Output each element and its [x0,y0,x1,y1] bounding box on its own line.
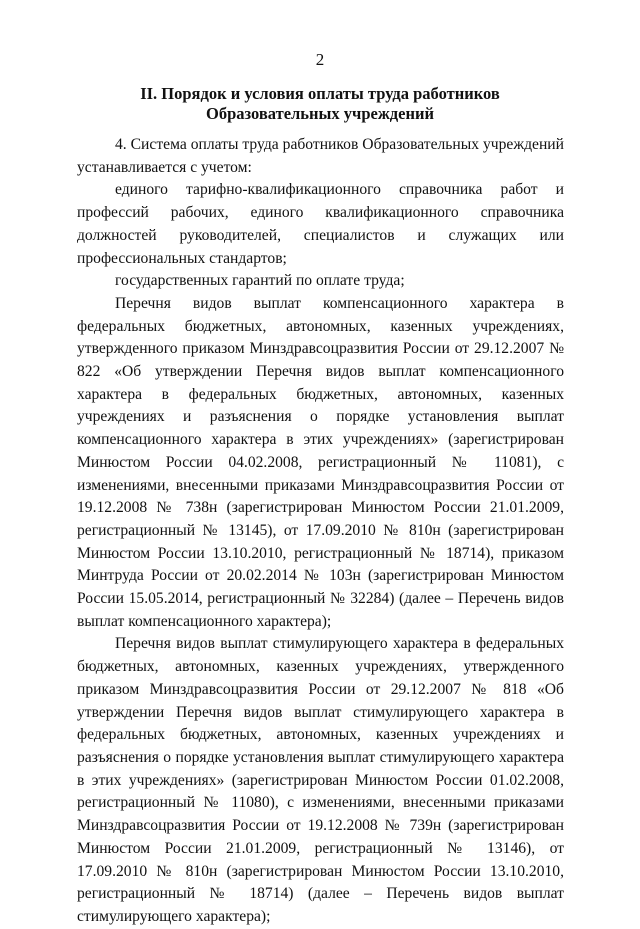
paragraph-state-guarantees: государственных гарантий по оплате труда; [115,272,405,290]
section-heading-line-2: Образовательных учреждений [205,104,434,123]
paragraph-incentive-payments: Перечня видов выплат стимулирующего характера в федеральных бюджетных, автономных, казенных учреждениях, утвержденного приказом Минздравсоцразвития России от 29.12.2007 № 818 «Об утверждении Перечня видов выплат стимулирующего характера в федеральных бюджетных, автономных, казенных учреждениях и разъяснения о порядке установления выплат стимулирующего характера в этих учреждениях» (зарегистрирован Минюстом России 01.02.2008, регистрационный № 11080), с изменениями, внесенными приказами Минздравсоцразвития России от 19.12.2008 № 739н (зарегистрирован Минюстом России 21.01.2009, регистрационный № 13146), от 17.09.2010 № 810н (зарегистрирован Минюстом России 13.10.2010, регистрационный № 18714) (далее – Перечень видов выплат стимулирующего характера); [77,635,564,925]
paragraph-qualification-directory: единого тарифно-квалификационного справочника работ и профессий рабочих, единого квалификационного справочника должностей руководителей, специалистов и служащих или профессиональных стандартов; [77,181,564,267]
section-heading [60,84,580,124]
document-body [77,134,564,929]
section-heading-line-1: II. Порядок и условия оплаты труда работников [140,84,500,103]
page-number: 2 [315,50,325,69]
paragraph-compensation-payments: Перечня видов выплат компенсационного характера в федеральных бюджетных, автономных, казенных учреждениях, утвержденного приказом Минздравсоцразвития России от 29.12.2007 № 822 «Об утверждении Перечня видов выплат компенсационного характера в федеральных бюджетных, автономных, казенных учреждениях и разъяснения о порядке установления выплат компенсационного характера в этих учреждениях» (зарегистрирован Минюстом России 04.02.2008, регистрационный № 11081), с изменениями, внесенными приказами Минздравсоцразвития России от 19.12.2008 № 738н (зарегистрирован Минюстом России 21.01.2009, регистрационный № 13145), от 17.09.2010 № 810н (зарегистрирован Минюстом России 13.10.2010, регистрационный № 18714), приказом Минтруда России от 20.02.2014 № 103н (зарегистрирован Минюстом России 15.05.2014, регистрационный № 32284) (далее – Перечень видов выплат компенсационного характера); [77,294,564,630]
paragraph-pay-system: 4. Система оплаты труда работников Образовательных учреждений устанавливается с учетом: [77,136,564,176]
